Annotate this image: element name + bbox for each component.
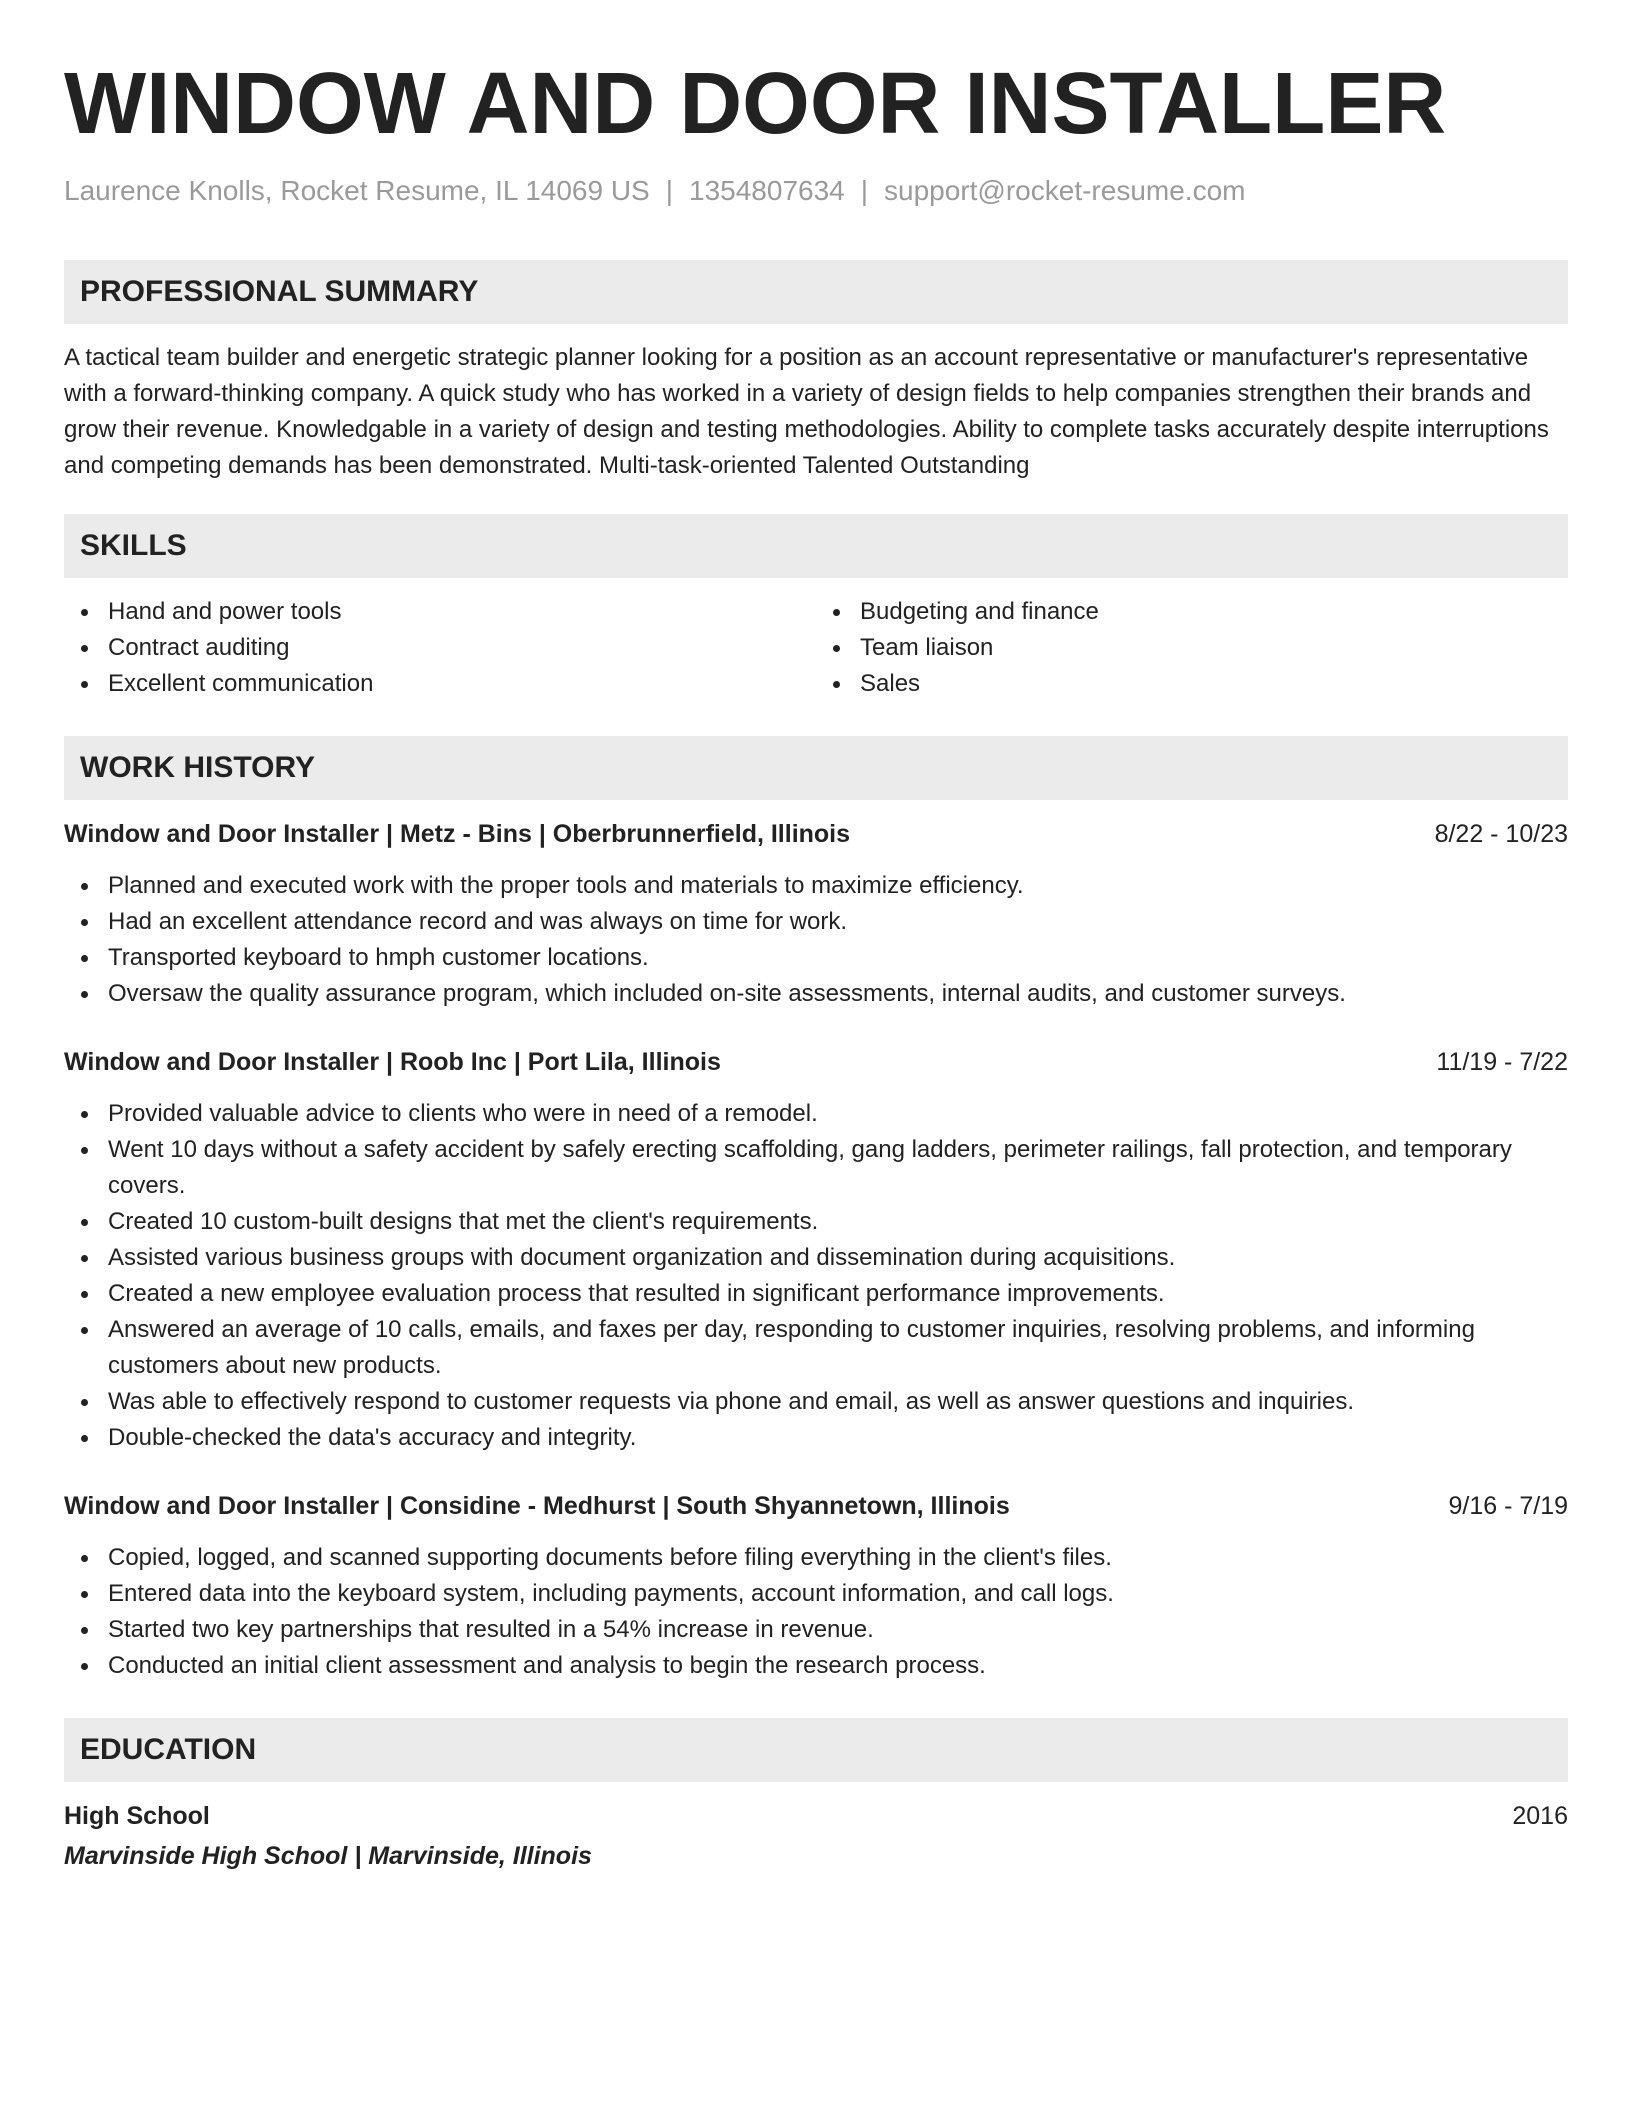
education-year: 2016 <box>1512 1802 1568 1830</box>
job-header <box>64 1488 1568 1524</box>
job-bullet: Created 10 custom-built designs that met the client's requirements. <box>64 1204 1568 1240</box>
skill-item: Budgeting and finance <box>816 594 1568 630</box>
skill-item: Hand and power tools <box>64 594 816 630</box>
contact-line <box>64 174 1568 208</box>
work-history-heading: WORK HISTORY <box>64 736 1568 800</box>
education-heading: EDUCATION <box>64 1718 1568 1782</box>
resume-title: WINDOW AND DOOR INSTALLER <box>64 55 1447 152</box>
skills-heading: SKILLS <box>64 514 1568 578</box>
education-header <box>64 1798 1568 1834</box>
job-title: Window and Door Installer | Roob Inc | Port Lila, Illinois <box>64 1048 721 1076</box>
job-bullet: Had an excellent attendance record and was always on time for work. <box>64 904 1568 940</box>
job-bullet: Provided valuable advice to clients who were in need of a remodel. <box>64 1096 1568 1132</box>
summary-text: A tactical team builder and energetic strategic planner looking for a position as an account representative or manufacturer's representative with a forward-thinking company. A quick study who has worked in a variety of design fields to help companies strengthen their brands and grow their revenue. Knowledgable in a variety of design and testing methodologies. Ability to complete tasks accurately despite interruptions and competing demands has been demonstrated. Multi-task-oriented Talented Outstanding <box>64 344 1549 479</box>
job-entry <box>64 1044 1568 1456</box>
skills-list-left <box>64 594 816 702</box>
contact-separator: | <box>860 175 869 206</box>
skill-item: Team liaison <box>816 630 1568 666</box>
job-bullets <box>64 1096 1568 1456</box>
contact-email: support@rocket-resume.com <box>884 175 1246 206</box>
job-header <box>64 1044 1568 1080</box>
job-bullet: Entered data into the keyboard system, including payments, account information, and call logs. <box>64 1576 1568 1612</box>
contact-phone: 1354807634 <box>689 175 845 206</box>
job-bullet: Conducted an initial client assessment and analysis to begin the research process. <box>64 1648 1568 1684</box>
job-title: Window and Door Installer | Considine - Medhurst | South Shyannetown, Illinois <box>64 1492 1010 1520</box>
work-history-section <box>64 736 1568 1684</box>
job-bullet: Transported keyboard to hmph customer locations. <box>64 940 1568 976</box>
job-entry <box>64 816 1568 1012</box>
summary-heading: PROFESSIONAL SUMMARY <box>64 260 1568 324</box>
job-bullet: Answered an average of 10 calls, emails, and faxes per day, responding to customer inquiries, resolving problems, and informing customers about new products. <box>64 1312 1568 1384</box>
job-bullet: Oversaw the quality assurance program, which included on-site assessments, internal audits, and customer surveys. <box>64 976 1568 1012</box>
skills-list-right <box>816 594 1568 702</box>
job-bullet: Created a new employee evaluation process that resulted in significant performance improvements. <box>64 1276 1568 1312</box>
job-title: Window and Door Installer | Metz - Bins | Oberbrunnerfield, Illinois <box>64 820 851 848</box>
job-bullets <box>64 1540 1568 1684</box>
job-bullet: Planned and executed work with the proper tools and materials to maximize efficiency. <box>64 868 1568 904</box>
job-bullet: Double-checked the data's accuracy and integrity. <box>64 1420 1568 1456</box>
job-dates: 8/22 - 10/23 <box>1434 820 1568 848</box>
job-bullet: Was able to effectively respond to customer requests via phone and email, as well as answer questions and inquiries. <box>64 1384 1568 1420</box>
skills-grid <box>64 594 1568 702</box>
job-entry <box>64 1488 1568 1684</box>
job-bullet: Copied, logged, and scanned supporting documents before filing everything in the client's files. <box>64 1540 1568 1576</box>
job-dates: 9/16 - 7/19 <box>1448 1492 1568 1520</box>
job-bullet: Assisted various business groups with document organization and dissemination during acquisitions. <box>64 1240 1568 1276</box>
skill-item: Contract auditing <box>64 630 816 666</box>
skill-item: Sales <box>816 666 1568 702</box>
education-degree: High School <box>64 1802 210 1830</box>
job-bullet: Started two key partnerships that resulted in a 54% increase in revenue. <box>64 1612 1568 1648</box>
job-bullet: Went 10 days without a safety accident by safely erecting scaffolding, gang ladders, perimeter railings, fall protection, and temporary covers. <box>64 1132 1568 1204</box>
skill-item: Excellent communication <box>64 666 816 702</box>
skills-section <box>64 514 1568 702</box>
education-section <box>64 1718 1568 1874</box>
education-school: Marvinside High School | Marvinside, Illinois <box>64 1842 592 1870</box>
job-header <box>64 816 1568 852</box>
job-bullets <box>64 868 1568 1012</box>
contact-address: Laurence Knolls, Rocket Resume, IL 14069 US <box>64 175 650 206</box>
contact-separator: | <box>665 175 674 206</box>
job-dates: 11/19 - 7/22 <box>1436 1048 1568 1076</box>
summary-section <box>64 260 1568 484</box>
